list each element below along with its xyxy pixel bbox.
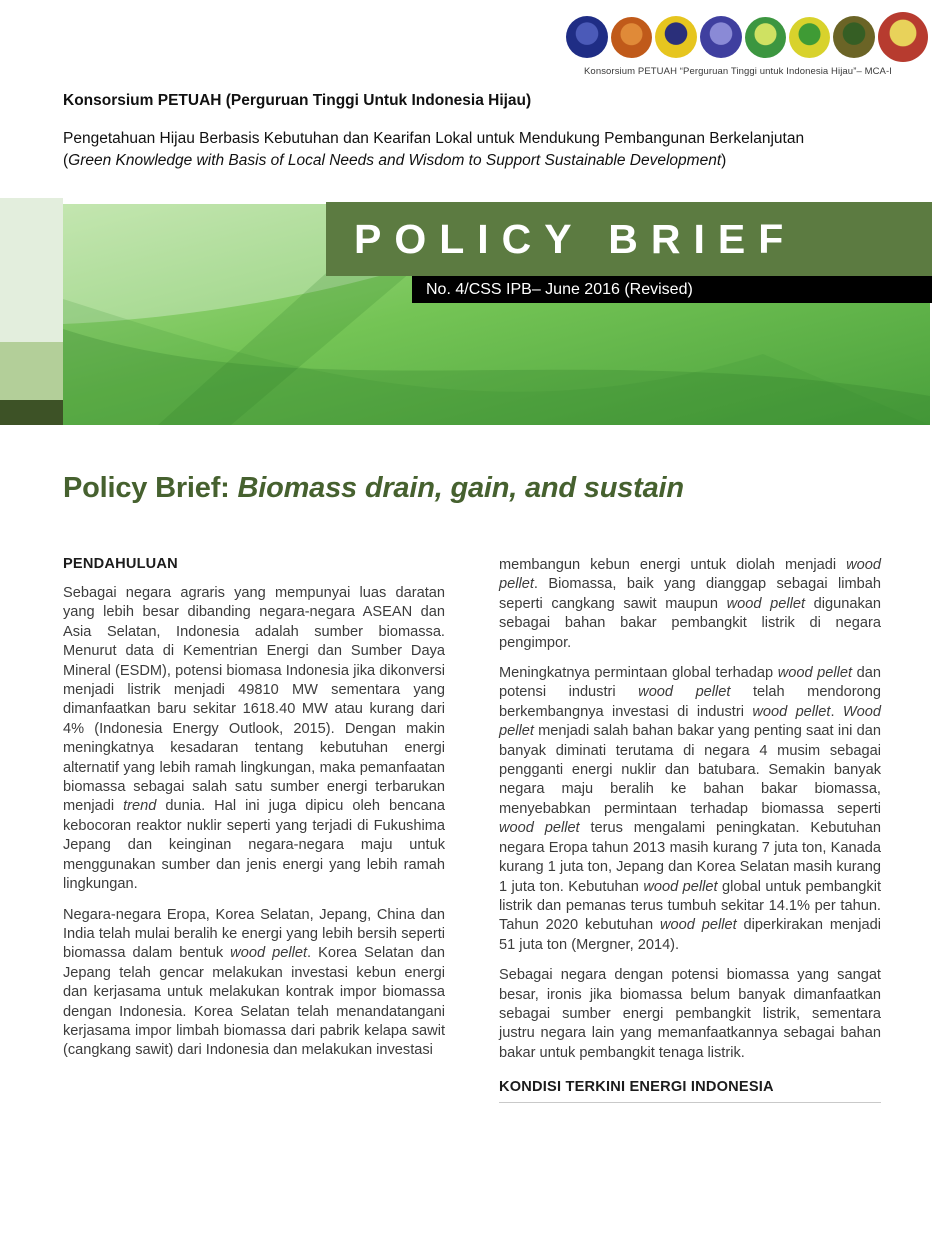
member-university-logo-3 xyxy=(655,16,697,58)
consortium-title: Konsorsium PETUAH (Perguruan Tinggi Untuk Indonesia Hijau) xyxy=(63,92,532,109)
right-column xyxy=(499,556,881,1115)
right-paragraph-3: Sebagai negara dengan potensi biomassa yang sangat besar, ironis jika biomassa belum banyak dimanfaatkan sebagai sumber energi pembangkit listrik, sementara justru negara lain yang memanfaatkannya sebagai bahan bakar untuk pembangkit tenaga listrik. xyxy=(499,967,881,1061)
banner-strip-light xyxy=(0,198,63,342)
left-paragraph-2: Negara-negara Eropa, Korea Selatan, Jepang, China dan India telah mulai beralih ke energi yang lebih bersih seperti biomassa dalam bentuk wood pellet. Korea Selatan dan Jepang telah gencar melakukan investasi kebun energi dan kerjasama untuk melakukan kontrak impor biomassa dengan Indonesia. Korea Selatan telah menandatangani kerjasama impor limbah biomassa dari pabrik kelapa sawit (cangkang sawit) dari Indonesia dan melakukan investasi xyxy=(63,906,445,1059)
right-paragraph-2: Meningkatnya permintaan global terhadap wood pellet dan potensi industri wood pellet telah mendorong berkembangnya investasi di industri wood pellet. Wood pellet menjadi salah bahan bakar yang penting saat ini dan banyak diminati terutama di negara 4 musim sebagai pengganti energi nuklir dan batubara. Semakin banyak negara maju beralih ke bahan bakar biomassa, menyebabkan permintaan terhadap biomassa seperti wood pellet terus mengalami peningkatan. Kebutuhan negara Eropa tahun 2013 masih kurang 7 juta ton, Kanada kurang 1 juta ton, Jepang dan Korea Selatan masih kurang 1 juta ton. Kebutuhan wood pellet global untuk pembangkit listrik dan pemanas terus tumbuh sekitar 14.1% per tahun. Tahun 2020 kebutuhan wood pellet diperkirakan menjadi 51 juta ton (Mergner, 2014). xyxy=(499,665,882,953)
banner-strip-dark xyxy=(0,400,63,425)
right-paragraph-1: membangun kebun energi untuk diolah menjadi wood pellet. Biomassa, baik yang dianggap sebagai limbah seperti cangkang sawit maupun wood pellet digunakan sebagai bahan bakar pembangkit listrik di negara pengimpor. xyxy=(499,557,881,651)
member-university-logo-4 xyxy=(700,16,742,58)
member-university-logo-5 xyxy=(745,17,786,58)
consortium-logos xyxy=(548,12,928,77)
logos-row xyxy=(548,12,928,62)
member-university-logo-1 xyxy=(566,16,608,58)
section-heading-kondisi: KONDISI TERKINI ENERGI INDONESIA xyxy=(499,1079,881,1103)
left-paragraph-1: Sebagai negara agraris yang mempunyai luas daratan yang lebih besar dibanding negara-negara ASEAN dan Asia Selatan, Indonesia adalah sumber biomassa. Menurut data di Kementrian Energi dan Sumber Daya Mineral (ESDM), potensi biomasa Indonesia jika dikonversi menjadi listrik menjadi 49810 MW sementara yang dimanfaatkan baru sekitar 1618.40 MW atau kurang dari 4% (Indonesia Energy Outlook, 2015). Dengan makin meningkatnya kesadaran tentang kebutuhan energi alternatif yang lebih ramah lingkungan, maka pemanfaatan biomassa sebagai salah satu sumber energi terbarukan menjadi trend dunia. Hal ini juga dipicu oleh bencana kebocoran reaktor nuklir seperti yang terjadi di Fukushima Jepang dan keinginan negara-negara maju untuk menggunakan sumber dan jenis energi yang lebih ramah lingkungan. xyxy=(63,585,446,893)
mca-indonesia-logo xyxy=(878,12,928,62)
left-column xyxy=(63,556,445,1115)
tagline-indonesian: Pengetahuan Hijau Berbasis Kebutuhan dan Kearifan Lokal untuk Mendukung Pembangunan Berkelanjutan xyxy=(63,130,805,147)
section-heading-pendahuluan: PENDAHULUAN xyxy=(63,556,178,572)
banner xyxy=(0,198,932,425)
member-university-logo-6 xyxy=(789,17,830,58)
member-university-logo-7 xyxy=(833,16,875,58)
tagline-english: (Green Knowledge with Basis of Local Needs and Wisdom to Support Sustainable Development) xyxy=(63,152,727,169)
banner-strip-medium xyxy=(0,342,63,400)
body-columns xyxy=(63,556,881,1115)
tagline xyxy=(63,128,892,172)
policy-brief-banner-title: POLICY BRIEF xyxy=(326,202,932,276)
issue-number-bar: No. 4/CSS IPB– June 2016 (Revised) xyxy=(412,276,932,303)
member-university-logo-2 xyxy=(611,17,652,58)
logos-caption: Konsorsium PETUAH “Perguruan Tinggi untuk Indonesia Hijau”– MCA-I xyxy=(584,66,892,77)
doc-title: Policy Brief: Biomass drain, gain, and sustain xyxy=(63,472,684,504)
